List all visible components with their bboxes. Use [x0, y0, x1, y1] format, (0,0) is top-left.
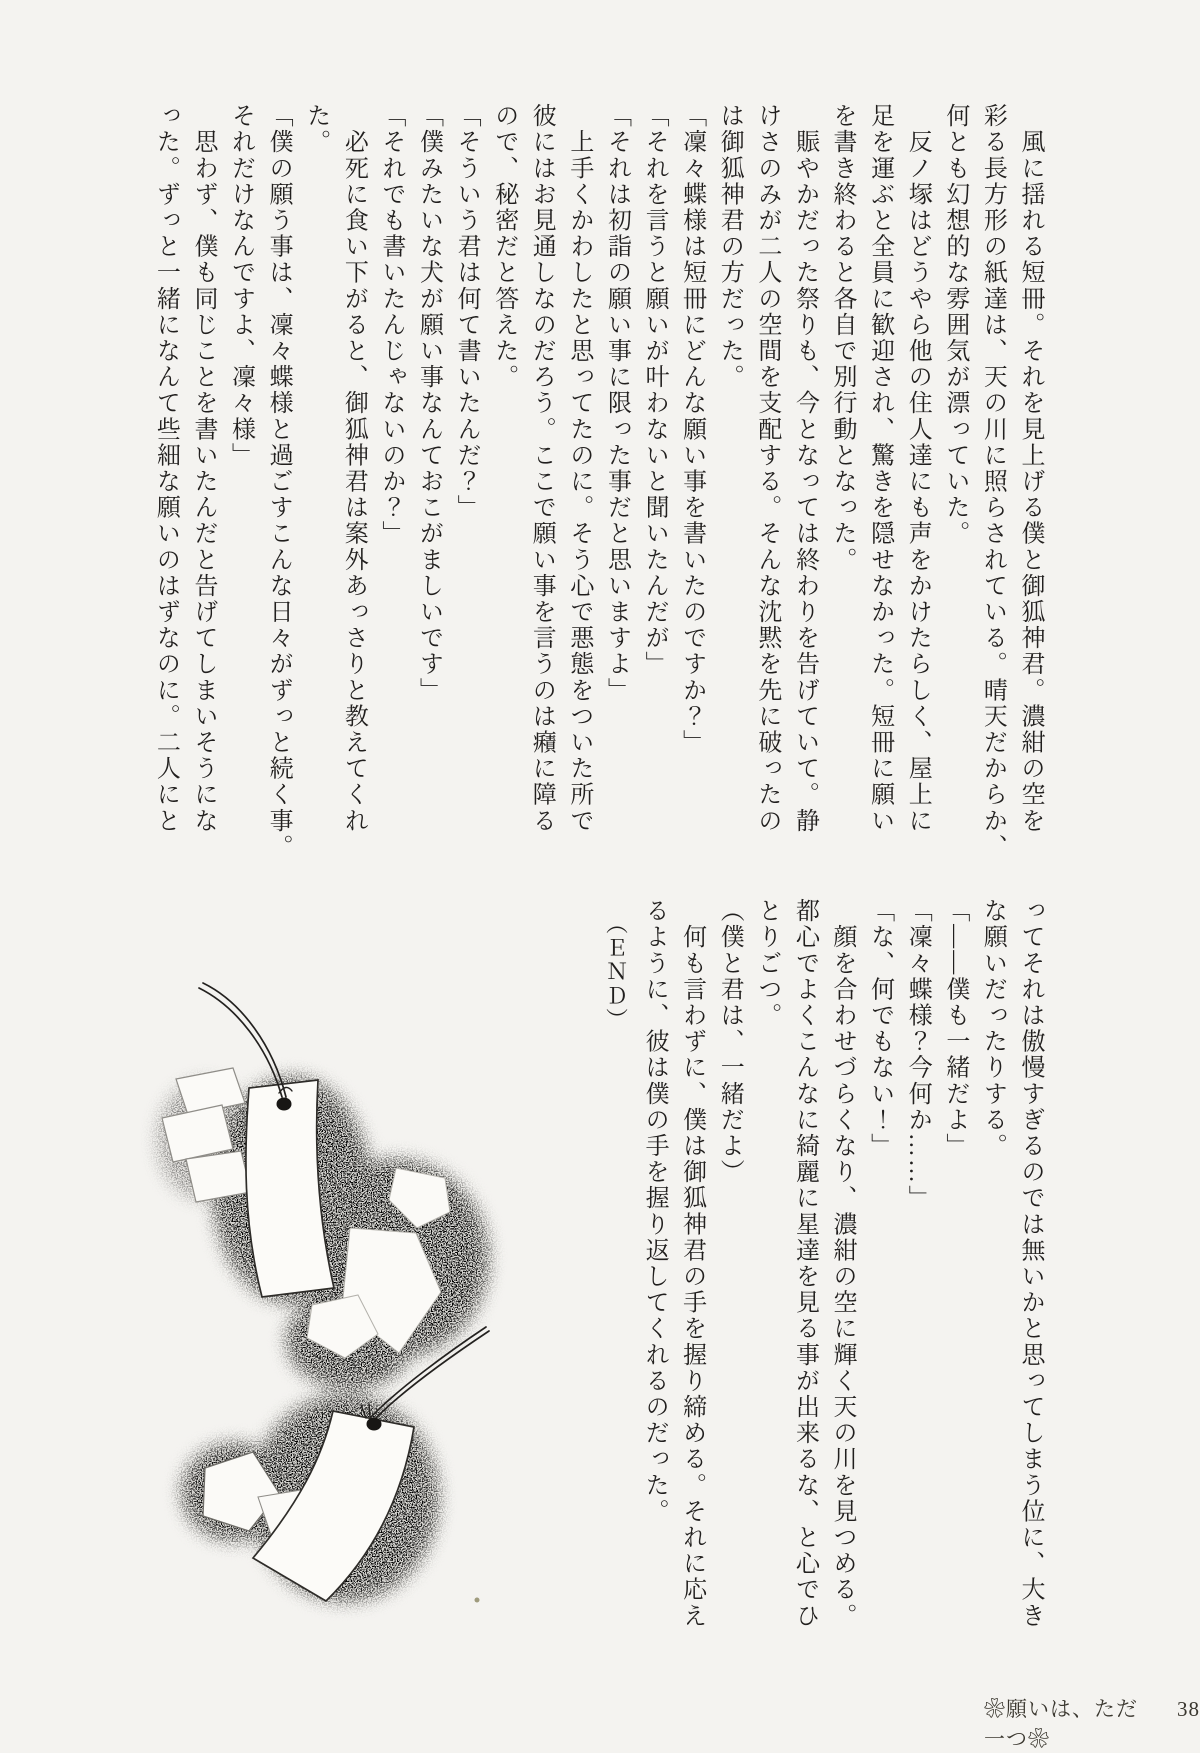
text-column-5: 足を運ぶと全員に歓迎され、驚きを隠せなかった。短冊に願い [866, 103, 893, 834]
text-column-1: 風に揺れる短冊。それを見上げる僕と御狐神君。濃紺の空を [1017, 103, 1043, 834]
text-column-9: は御狐神君の方だった。 [716, 103, 743, 391]
page-number: 38 [1177, 1697, 1200, 1721]
text-column-15: ので、秘密だと答えた。 [490, 103, 517, 391]
text-column-5: 「な、何でもない！」 [866, 898, 893, 1159]
text-column-3: 何とも幻想的な雰囲気が漂っていた。 [941, 103, 968, 547]
text-column-11: るように、彼は僕の手を握り返してくれるのだった。 [641, 898, 668, 1525]
text-column-11: 「それを言うと願いが叶わないと聞いたんだが」 [641, 103, 668, 678]
story-text-lower-block [597, 898, 1048, 1658]
text-column-14: 彼にはお見通しなのだろう。ここで願い事を言うのは癪に障る [528, 103, 555, 834]
text-column-9: （僕と君は、一緒だよ） [716, 898, 743, 1186]
text-column-21: 「僕の願う事は、凜々蝶様と過ごすこんな日々がずっと続く事。 [265, 103, 292, 860]
text-column-4: 反ノ塚はどうやら他の住人達にも声をかけたらしく、屋上に [904, 103, 931, 834]
end-paren-open: （ [603, 912, 629, 937]
page-footer [984, 1693, 1200, 1753]
text-column-20: た。 [302, 103, 329, 156]
text-column-12: 「それは初詣の願い事に限った事だと思いますよ」 [603, 103, 630, 704]
text-column-10: 何も言わずに、僕は御狐神君の手を握り締める。それに応え [678, 898, 705, 1629]
text-column-3: 「――僕も一緒だよ」 [941, 898, 968, 1159]
text-column-18: 「それでも書いたんじゃないのか？」 [377, 103, 404, 547]
text-column-1: ってそれは傲慢すぎるのでは無いかと思ってしまう位に、大き [1017, 898, 1043, 1629]
text-column-8: けさのみが二人の空間を支配する。そんな沈黙を先に破ったの [753, 103, 780, 834]
text-column-8: とりごつ。 [753, 898, 780, 1029]
text-column-4: 「凜々蝶様？今何か……」 [904, 898, 931, 1212]
text-column-6: を書き終わると各自で別行動となった。 [829, 103, 856, 573]
text-column-6: 顔を合わせづらくなり、濃紺の空に輝く天の川を見つめる。 [829, 898, 856, 1629]
end-paren-close: ） [603, 1008, 629, 1033]
text-column-24: った。ずっと一緒になんて些細な願いのはずなのに。二人にと [152, 103, 179, 834]
text-column-7: 都心でよくこんなに綺麗に星達を見る事が出来るな、と心でひ [791, 898, 818, 1629]
text-column-7: 賑やかだった祭りも、今となっては終わりを告げていて。静 [791, 103, 818, 834]
text-column-17: 「僕みたいな犬が願い事なんておこがましいです」 [415, 103, 442, 704]
story-text-upper-block [146, 103, 1048, 863]
text-column-16: 「そういう君は何て書いたんだ？」 [453, 103, 480, 521]
text-column-2: 彩る長方形の紙達は、天の川に照らされている。晴天だからか、 [979, 103, 1006, 860]
text-column-22: それだけなんですよ、凜々様」 [227, 103, 254, 469]
text-column-10: 「凜々蝶様は短冊にどんな願い事を書いたのですか？」 [678, 103, 705, 756]
text-column-2: な願いだったりする。 [979, 898, 1006, 1159]
text-column-13: 上手くかわしたと思ってたのに。そう心で悪態をついた所で [565, 103, 592, 834]
end-mark [597, 898, 635, 1658]
tanzaku-ink-illustration [140, 960, 600, 1640]
text-column-19: 必死に食い下がると、御狐神君は案外あっさりと教えてくれ [340, 103, 367, 834]
dust-speck [475, 1598, 480, 1603]
text-column-23: 思わず、僕も同じことを書いたんだと告げてしまいそうにな [189, 103, 216, 834]
end-letters: ＥＮＤ [603, 936, 629, 1009]
footer-title: ❀願いは、ただ一つ❀ [984, 1697, 1138, 1751]
